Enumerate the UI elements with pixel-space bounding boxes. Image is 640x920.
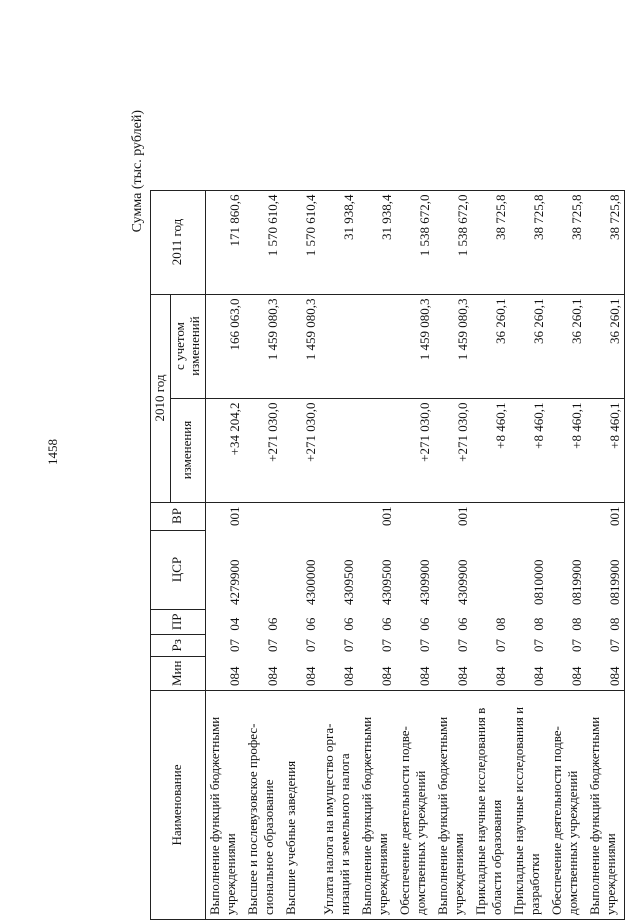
row-name: Прикладные научные исследования и разработки bbox=[510, 691, 548, 920]
row-rz: 07 bbox=[586, 635, 625, 656]
row-csr: 0819900 bbox=[586, 530, 625, 609]
table-row bbox=[205, 190, 244, 919]
row-change: +271 030,0 bbox=[396, 398, 434, 502]
row-name: Выполнение функций бюджетными учреждениями bbox=[358, 691, 396, 920]
row-name: Выполнение функций бюджетными учреждениями bbox=[586, 691, 625, 920]
row-rz: 07 bbox=[302, 639, 318, 653]
row-min: 084 bbox=[434, 656, 472, 690]
row-min: 084 bbox=[396, 656, 434, 690]
row-pr: 08 bbox=[492, 617, 508, 631]
header-min: Мин bbox=[151, 656, 206, 690]
row-name: Обеспечение деятельности подве-домственных учреждений bbox=[396, 691, 434, 920]
row-2011: 38 725,8 bbox=[472, 190, 510, 294]
row-name: Высшее и послевузовское профес-сиональное образование bbox=[244, 691, 282, 920]
row-2011: 31 938,4 bbox=[358, 190, 396, 294]
row-vr bbox=[244, 502, 282, 530]
row-2011: 171 860,6 bbox=[205, 190, 244, 294]
row-vr bbox=[320, 502, 358, 530]
row-rz: 07 bbox=[454, 639, 470, 653]
row-name: Высшие учебные заведения bbox=[282, 691, 320, 920]
row-with-changes: 36 260,1 bbox=[472, 294, 510, 398]
row-with-changes bbox=[358, 294, 396, 398]
row-csr bbox=[244, 530, 282, 609]
table-row bbox=[320, 190, 358, 919]
row-csr: 4309900 bbox=[454, 559, 470, 606]
table-body bbox=[205, 190, 624, 919]
row-change: +8 460,1 bbox=[586, 398, 625, 502]
row-pr: 08 bbox=[568, 617, 584, 631]
row-pr: 06 bbox=[264, 617, 280, 631]
row-pr: 06 bbox=[340, 617, 356, 631]
header-2010: 2010 год bbox=[151, 294, 171, 502]
header-rz: Рз bbox=[151, 635, 206, 656]
header-vr: ВР bbox=[151, 502, 206, 530]
row-2011: 31 938,4 bbox=[320, 190, 358, 294]
row-name: Обеспечение деятельности подве-домственных учреждений bbox=[548, 691, 586, 920]
row-vr bbox=[548, 502, 586, 530]
row-rz: 07 bbox=[226, 639, 242, 653]
row-csr bbox=[472, 530, 510, 609]
row-vr: 001 bbox=[586, 502, 625, 530]
table-row bbox=[510, 190, 548, 919]
header-csr: ЦСР bbox=[151, 530, 206, 609]
row-with-changes: 1 459 080,3 bbox=[434, 294, 472, 398]
row-with-changes: 166 063,0 bbox=[205, 294, 244, 398]
row-change: +8 460,1 bbox=[510, 398, 548, 502]
header-2011: 2011 год bbox=[151, 190, 206, 294]
row-pr: 04 bbox=[226, 617, 242, 631]
row-vr: 001 bbox=[226, 506, 242, 527]
header-changes: изменения bbox=[170, 398, 205, 502]
row-vr bbox=[510, 502, 548, 530]
row-name: Выполнение функций бюджетными учреждениями bbox=[205, 691, 244, 920]
row-pr: 06 bbox=[378, 617, 394, 631]
row-rz: 07 bbox=[340, 639, 356, 653]
row-rz: 07 bbox=[530, 639, 546, 653]
row-with-changes: 36 260,1 bbox=[586, 294, 625, 398]
row-with-changes: 1 459 080,3 bbox=[396, 294, 434, 398]
row-min: 084 bbox=[282, 656, 320, 690]
row-change: +271 030,0 bbox=[282, 398, 320, 502]
row-pr: 08 bbox=[530, 617, 546, 631]
row-2011: 38 725,8 bbox=[586, 190, 625, 294]
row-rz: 07 bbox=[264, 639, 280, 653]
row-csr: 4309900 bbox=[416, 559, 432, 606]
row-2011: 38 725,8 bbox=[510, 190, 548, 294]
table-row bbox=[434, 190, 472, 919]
table-row bbox=[396, 190, 434, 919]
row-min: 084 bbox=[548, 656, 586, 690]
table-row bbox=[586, 190, 625, 919]
row-with-changes: 36 260,1 bbox=[510, 294, 548, 398]
row-csr: 4309500 bbox=[340, 559, 356, 606]
row-min: 084 bbox=[320, 656, 358, 690]
row-2011: 38 725,8 bbox=[548, 190, 586, 294]
units-caption: Сумма (тыс. рублей) bbox=[130, 110, 145, 233]
row-vr bbox=[396, 502, 434, 530]
row-2011: 1 538 672,0 bbox=[434, 190, 472, 294]
row-min: 084 bbox=[510, 656, 548, 690]
header-with-changes: с учетом изменений bbox=[170, 294, 205, 398]
row-with-changes: 36 260,1 bbox=[548, 294, 586, 398]
row-vr: 001 bbox=[454, 506, 470, 527]
row-pr: 06 bbox=[302, 617, 318, 631]
table-row bbox=[358, 190, 396, 919]
row-csr: 4300000 bbox=[302, 559, 318, 606]
table-row bbox=[282, 190, 320, 919]
row-with-changes: 1 459 080,3 bbox=[244, 294, 282, 398]
header-name: Наименование bbox=[151, 691, 206, 920]
row-change: +271 030,0 bbox=[434, 398, 472, 502]
row-vr bbox=[472, 502, 510, 530]
row-csr: 0810000 bbox=[530, 559, 546, 606]
row-change bbox=[320, 398, 358, 502]
row-min: 084 bbox=[358, 656, 396, 690]
row-min: 084 bbox=[244, 656, 282, 690]
row-min: 084 bbox=[586, 656, 625, 690]
row-2011: 1 538 672,0 bbox=[396, 190, 434, 294]
row-name: Уплата налога на имущество орга-низаций и земельного налога bbox=[320, 691, 358, 920]
row-min: 084 bbox=[472, 656, 510, 690]
page-number: 1458 bbox=[45, 439, 60, 465]
row-rz: 07 bbox=[378, 639, 394, 653]
row-min: 084 bbox=[205, 656, 244, 690]
table-row bbox=[472, 190, 510, 919]
row-name: Прикладные научные исследования в области образования bbox=[472, 691, 510, 920]
row-rz: 07 bbox=[492, 639, 508, 653]
row-pr: 08 bbox=[586, 609, 625, 635]
row-change bbox=[358, 398, 396, 502]
row-change: +8 460,1 bbox=[548, 398, 586, 502]
row-vr bbox=[282, 502, 320, 530]
budget-table bbox=[150, 190, 625, 920]
row-change: +8 460,1 bbox=[472, 398, 510, 502]
row-csr: 4309500 bbox=[378, 559, 394, 606]
row-2011: 1 570 610,4 bbox=[282, 190, 320, 294]
row-pr: 06 bbox=[454, 617, 470, 631]
row-change: +34 204,2 bbox=[205, 398, 244, 502]
row-2011: 1 570 610,4 bbox=[244, 190, 282, 294]
row-csr: 0819900 bbox=[568, 559, 584, 606]
row-csr: 4279900 bbox=[226, 559, 242, 606]
row-name: Выполнение функций бюджетными учреждениями bbox=[434, 691, 472, 920]
row-vr: 001 bbox=[378, 506, 394, 527]
row-pr: 06 bbox=[416, 617, 432, 631]
row-change: +271 030,0 bbox=[244, 398, 282, 502]
table-row bbox=[548, 190, 586, 919]
row-with-changes: 1 459 080,3 bbox=[282, 294, 320, 398]
table-row bbox=[244, 190, 282, 919]
rotated-page bbox=[130, 100, 622, 920]
header-pr: ПР bbox=[151, 609, 206, 635]
row-rz: 07 bbox=[416, 639, 432, 653]
row-with-changes bbox=[320, 294, 358, 398]
row-rz: 07 bbox=[568, 639, 584, 653]
